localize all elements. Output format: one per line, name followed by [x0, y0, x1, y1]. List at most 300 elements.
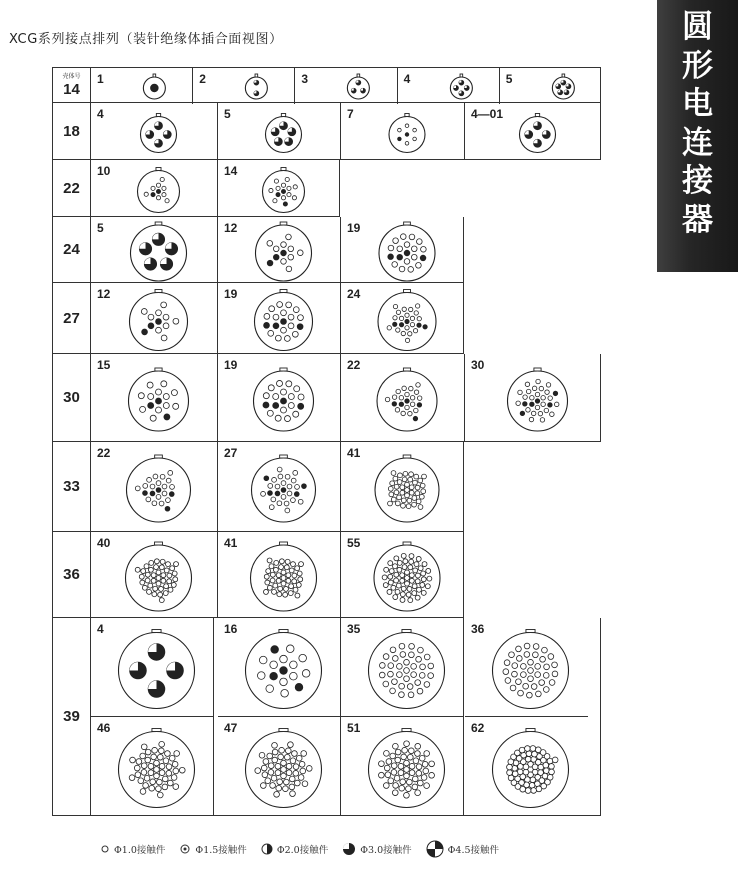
arrangement-label: 15 [97, 358, 111, 372]
contact-arrangement-diagram [500, 68, 602, 104]
contact-arrangement-diagram [218, 103, 341, 160]
contact-pin [293, 770, 299, 776]
contact-pin [276, 573, 281, 578]
contact-pin [269, 505, 274, 510]
table-row [52, 217, 464, 283]
contact-pin [509, 652, 515, 658]
contact-pin [529, 417, 534, 422]
contact-pin [275, 484, 280, 489]
contact-pin [156, 581, 161, 586]
contact-pin [391, 770, 397, 776]
contact-pin [163, 403, 169, 409]
contact-pin [417, 403, 422, 408]
contact-pin [171, 390, 177, 396]
contact-pin [405, 338, 409, 342]
shell-size-header [53, 283, 91, 353]
contact-pin [168, 470, 173, 475]
contact-pin [554, 402, 559, 407]
contact-pin [413, 329, 417, 333]
contact-pin [156, 786, 162, 792]
contact-pin [383, 783, 389, 789]
side-banner [657, 0, 738, 272]
contact-1.0-icon [100, 844, 110, 854]
contact-pin [424, 682, 430, 688]
contact-pin [140, 406, 146, 412]
contact-pin [416, 263, 422, 269]
contact-pin [275, 763, 281, 769]
contact-pin [164, 568, 169, 573]
contact-pin [281, 189, 285, 193]
arrangement-label: 36 [471, 622, 485, 636]
contact-pin [274, 179, 278, 183]
arrangement-cell [218, 717, 341, 816]
contact-pin [415, 790, 421, 796]
contact-arrangement-diagram [218, 354, 341, 442]
contact-pin [286, 302, 292, 308]
contact-pin [405, 576, 410, 581]
banner-char: 形 [682, 47, 713, 84]
contact-pin [408, 598, 413, 603]
contact-pin [153, 474, 158, 479]
contact-pin [267, 558, 272, 563]
contact-pin [174, 751, 180, 757]
contact-pin [400, 490, 405, 495]
contact-pin [156, 488, 161, 493]
contact-pin [398, 763, 404, 769]
contact-pin [533, 644, 539, 650]
contact-pin [510, 685, 516, 691]
contact-pin [394, 572, 399, 577]
shell-size-header [53, 618, 91, 815]
contact-pin [284, 565, 289, 570]
contact-pin [144, 564, 149, 569]
contact-pin [129, 775, 135, 781]
contact-pin [545, 390, 550, 395]
contact-pin [385, 772, 391, 778]
contact-pin [404, 259, 410, 265]
contact-pin [167, 573, 172, 578]
contact-pin [419, 673, 425, 679]
arrangement-label: 10 [97, 164, 111, 178]
contact-pin [140, 753, 146, 759]
contact-pin [286, 234, 292, 240]
contact-pin [140, 580, 145, 585]
contact-pin [162, 776, 168, 782]
contact-pin [396, 389, 401, 394]
arrangement-cell [465, 103, 602, 160]
contact-pin [143, 783, 149, 789]
contact-pin [542, 647, 548, 653]
contact-4.5-icon [426, 840, 444, 858]
contact-pin [409, 573, 414, 578]
contact-pin [415, 680, 421, 686]
contact-pin [418, 478, 423, 483]
contact-pin [392, 790, 398, 796]
contact-pin [408, 267, 414, 273]
arrangement-label: 24 [347, 287, 361, 301]
contact-pin [535, 672, 541, 678]
key-notch [153, 74, 156, 77]
contact-pin [392, 679, 398, 685]
contact-pin [541, 396, 546, 401]
contact-pin [412, 784, 418, 790]
legend-item [100, 842, 165, 856]
key-notch [562, 74, 565, 77]
contact-pin [281, 488, 286, 493]
contact-pin [156, 189, 160, 193]
contact-pin [294, 780, 300, 786]
contact-pin [166, 764, 172, 770]
contact-pin [379, 672, 385, 678]
contact-pin [398, 128, 402, 132]
contact-pin [259, 752, 265, 758]
contact-pin [512, 671, 518, 677]
arrangement-cell [91, 217, 218, 283]
table-row [52, 442, 464, 532]
arrangement-cell [218, 532, 341, 618]
contact-pin [278, 754, 284, 760]
contact-pin [536, 691, 542, 697]
contact-pin [269, 188, 273, 192]
contact-pin [404, 760, 410, 766]
contact-pin [283, 592, 288, 597]
contact-pin [150, 484, 155, 489]
contact-pin [400, 485, 405, 490]
contact-pin [412, 496, 417, 501]
contact-pin [420, 664, 426, 670]
contact-pin [525, 382, 530, 387]
contact-pin [280, 655, 288, 663]
legend-text: Φ4.5接触件 [447, 845, 500, 856]
contact-pin [165, 199, 169, 203]
contact-pin [285, 508, 290, 513]
contact-arrangement-diagram [341, 442, 465, 532]
contact-pin [404, 773, 410, 779]
contact-pin [391, 497, 396, 502]
contact-pin [145, 572, 150, 577]
contact-arrangement-diagram [218, 532, 341, 618]
contact-pin [393, 564, 398, 569]
contact-pin [298, 775, 304, 781]
contact-pin [528, 676, 534, 682]
contact-pin [393, 316, 397, 320]
contact-pin [268, 385, 274, 391]
contact-pin [281, 250, 287, 256]
contact-pin [525, 788, 531, 794]
arrangement-cell [341, 283, 465, 354]
contact-pin [298, 315, 304, 321]
contact-pin [135, 772, 141, 778]
contact-pin [287, 186, 291, 190]
contact-pin [162, 491, 167, 496]
contact-pin [161, 302, 167, 308]
contact-pin [397, 560, 402, 565]
contact-pin [287, 491, 292, 496]
contact-pin [409, 770, 415, 776]
contact-pin [526, 389, 531, 394]
contact-pin [268, 763, 274, 769]
contact-pin [277, 501, 282, 506]
contact-pin [270, 783, 276, 789]
contact-pin [151, 754, 157, 760]
contact-pin [428, 673, 434, 679]
contact-pin [394, 490, 399, 495]
key-notch [402, 630, 411, 633]
table-row [52, 283, 464, 354]
contact-pin [269, 564, 274, 569]
contact-pin [284, 754, 290, 760]
key-notch [280, 455, 288, 458]
key-notch [280, 542, 288, 545]
contact-pin [414, 562, 419, 567]
contact-pin [156, 398, 162, 404]
contact-pin [405, 488, 410, 493]
contact-pin [266, 569, 271, 574]
arrangement-label: 16 [224, 622, 238, 636]
contact-pin [420, 255, 426, 261]
contact-pin [395, 589, 400, 594]
contact-pin [174, 562, 179, 567]
contact-pin [289, 568, 294, 573]
arrangement-label: 27 [224, 446, 238, 460]
contact-pin [156, 183, 160, 187]
contact-pin [417, 317, 421, 321]
shell-number: 39 [63, 708, 80, 725]
contact-pin [161, 381, 167, 387]
contact-pin [148, 403, 154, 409]
contact-pin [288, 246, 294, 252]
contact-pin [399, 322, 403, 326]
contact-pin [172, 571, 177, 576]
contact-pin [161, 335, 167, 341]
contact-pin [286, 645, 294, 653]
contact-pin [395, 757, 401, 763]
contact-arrangement-diagram [218, 717, 341, 816]
contact-pin [520, 411, 525, 416]
contact-pin [288, 591, 293, 596]
contact-pin [524, 643, 530, 649]
arrangement-cell [91, 618, 214, 717]
contact-pin [413, 416, 418, 421]
contact-pin [388, 671, 394, 677]
table-row [52, 532, 464, 618]
contact-pin [281, 570, 286, 575]
page-title: XCG系列接点排列（装针绝缘体插合面视图） [9, 32, 283, 47]
contact-pin [287, 193, 291, 197]
contact-pin [549, 680, 555, 686]
contact-pin [518, 390, 523, 395]
contact-pin [402, 747, 408, 753]
contact-pin [400, 597, 405, 602]
arrangement-cell [341, 103, 465, 160]
key-notch [152, 630, 161, 633]
arrangement-cell [218, 618, 341, 717]
contact-pin [407, 779, 413, 785]
contact-pin [289, 784, 295, 790]
contact-pin [411, 672, 417, 678]
shell-size-header [53, 532, 91, 617]
contact-pin [543, 673, 549, 679]
contact-pin [405, 493, 410, 498]
arrangement-label: 4—01 [471, 107, 504, 121]
contact-pin [276, 186, 280, 190]
arrangement-cell [218, 217, 341, 283]
contact-arrangement-diagram [341, 217, 465, 283]
contact-pin [540, 418, 545, 423]
contact-pin [270, 672, 278, 680]
contact-pin [416, 383, 421, 388]
contact-pin [395, 501, 400, 506]
arrangement-cell [341, 717, 464, 816]
arrangement-cell [295, 68, 397, 104]
shell-number: 36 [63, 566, 80, 583]
contact-pin [138, 778, 144, 784]
contact-arrangement-diagram [91, 217, 218, 283]
contact-pin [405, 581, 410, 586]
arrangement-label: 46 [97, 721, 111, 735]
contact-arrangement-diagram [218, 618, 341, 717]
contact-pin [281, 481, 286, 486]
contact-pin [503, 669, 509, 675]
contact-pin [523, 402, 528, 407]
contact-pin [141, 770, 147, 776]
contact-pin [277, 592, 282, 597]
contact-pin [267, 753, 273, 759]
contact-pin [414, 390, 419, 395]
contact-pin [402, 307, 406, 311]
contact-pin [414, 408, 419, 413]
contact-pin [422, 761, 428, 767]
arrangement-cell [341, 532, 465, 618]
contact-pin [264, 322, 270, 328]
key-notch [526, 630, 535, 633]
contact-pin [288, 394, 294, 400]
contact-pin [402, 565, 407, 570]
contact-pin [149, 785, 155, 791]
contact-pin [270, 661, 278, 669]
contact-pin [168, 587, 173, 592]
contact-pin [269, 306, 275, 312]
contact-pin [298, 394, 304, 400]
contact-pin [397, 254, 403, 260]
contact-pin [268, 770, 274, 776]
contact-pin [382, 575, 387, 580]
arrangement-cell [91, 442, 218, 532]
arrangement-label: 22 [347, 358, 361, 372]
legend-item [342, 842, 411, 856]
arrangement-cell [218, 283, 341, 354]
arrangement-cell [218, 160, 341, 217]
contact-pin [405, 405, 410, 410]
legend-text: Φ1.5接触件 [195, 845, 247, 856]
contact-pin [278, 586, 283, 591]
legend-item [426, 840, 499, 858]
contact-pin [277, 779, 283, 785]
key-notch [281, 114, 285, 117]
arrangement-label: 4 [97, 107, 104, 121]
contact-pin [416, 499, 421, 504]
contact-pin [286, 578, 291, 583]
contact-pin [295, 683, 303, 691]
banner-char: 连 [682, 124, 713, 161]
contact-pin [154, 565, 159, 570]
contact-pin [535, 399, 540, 404]
contact-pin [166, 498, 171, 503]
contact-pin [290, 791, 296, 797]
contact-pin [280, 667, 288, 675]
contact-pin [391, 585, 396, 590]
contact-pin [149, 560, 154, 565]
contact-pin [388, 580, 393, 585]
contact-pin [413, 137, 417, 141]
contact-pin [398, 770, 404, 776]
contact-pin [405, 392, 410, 397]
arrangement-cell [341, 354, 465, 442]
key-notch [460, 74, 463, 77]
key-notch [405, 114, 409, 117]
contact-pin [154, 559, 159, 564]
contact-pin [390, 688, 396, 694]
contact-pin [535, 392, 540, 397]
contact-pin [508, 775, 514, 781]
contact-pin [552, 671, 558, 677]
arrangement-label: 12 [97, 287, 111, 301]
contact-pin [286, 763, 292, 769]
contact-pin [146, 497, 151, 502]
contact-pin [148, 314, 154, 320]
banner-char: 圆 [682, 9, 713, 45]
contact-pin [379, 772, 385, 778]
contact-pin [393, 238, 399, 244]
contact-pin [379, 663, 385, 669]
contact-pin [404, 250, 410, 256]
arrangement-label: 7 [347, 107, 354, 121]
key-notch [155, 455, 163, 458]
contact-pin [273, 323, 279, 329]
contact-arrangement-diagram [218, 160, 341, 217]
key-notch [156, 168, 161, 171]
contact-pin [412, 502, 417, 507]
contact-pin [167, 780, 173, 786]
contact-pin [523, 683, 529, 689]
arrangement-cell [465, 717, 588, 816]
contact-pin [147, 589, 152, 594]
contact-pin [281, 760, 287, 766]
contact-pin [384, 765, 390, 771]
contact-pin [293, 764, 299, 770]
contact-pin [532, 386, 537, 391]
contact-pin [281, 407, 287, 413]
contact-pin [160, 474, 165, 479]
contact-pin [298, 499, 303, 504]
contact-pin [384, 567, 389, 572]
contact-pin [383, 681, 389, 687]
contact-pin [281, 319, 287, 325]
contact-pin [536, 786, 542, 792]
contact-pin [276, 785, 282, 791]
contact-pin [280, 678, 288, 686]
contact-pin [399, 643, 405, 649]
contact-pin [519, 747, 525, 753]
contact-pin [417, 396, 422, 401]
contact-pin [531, 411, 536, 416]
contact-pin [173, 768, 179, 774]
contact-pin [273, 254, 279, 260]
contact-arrangement-diagram [398, 68, 500, 104]
contact-pin [530, 396, 535, 401]
contact-pin [416, 764, 422, 770]
contact-pin [524, 652, 530, 658]
